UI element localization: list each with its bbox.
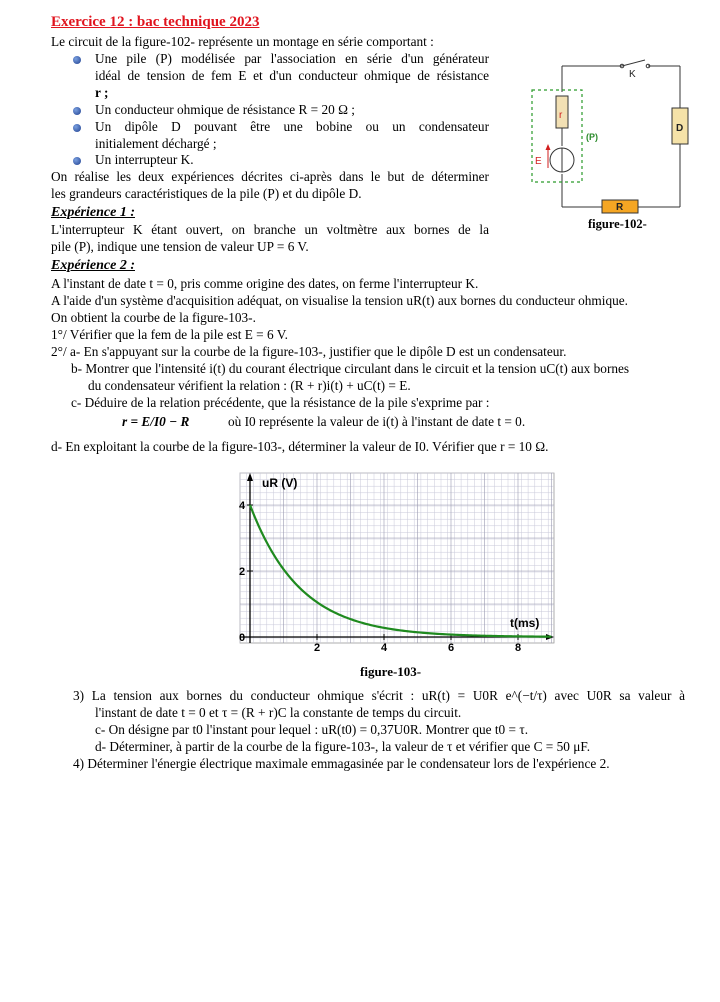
question-3d: d- Déterminer, à partir de la courbe de la figure-103-, la valeur de τ et vérifier que C = 50 μF. (95, 739, 591, 754)
intro-line (51, 34, 434, 50)
figure-103-caption: figure-103- (360, 664, 422, 679)
bullet-line: r ; (95, 85, 109, 100)
x-tick-label: 4 (381, 642, 388, 654)
bullet-icon (73, 107, 81, 115)
figure-102-caption: figure-102- (588, 217, 647, 231)
question-2c: c- Déduire de la relation précédente, que la résistance de la pile s'exprime par : (71, 395, 490, 410)
paragraph-line: On réalise les deux expériences décrites ci-après dans le but de déterminer (51, 169, 489, 184)
switch-icon (622, 60, 645, 66)
intro-text: Le circuit de la figure-102- représente un montage en série comportant : (51, 34, 434, 49)
question-2a: 2°/ a- En s'appuyant sur la courbe de la figure-103-, justifier que le dipôle D est un condensateur. (51, 344, 567, 359)
formula-r: r = E/I0 − R (122, 414, 190, 429)
bullet-line: idéal de tension de fem E et d'un conducteur ohmique de résistance (95, 68, 489, 83)
bullet-icon (73, 124, 81, 132)
circuit-diagram (526, 56, 696, 236)
question-3c: c- On désigne par t0 l'instant pour lequel : uR(t0) = 0,37U0R. Montrer que t0 = τ. (95, 722, 529, 737)
label-R: R (616, 202, 624, 213)
bullet-text-2: Un conducteur ohmique de résistance R = 20 Ω ; (95, 102, 355, 117)
label-r: r (559, 110, 563, 121)
experience-2-title: Expérience 2 : (51, 258, 135, 273)
bullet-icon (73, 56, 81, 64)
bullet-text-3 (95, 119, 489, 152)
paragraph-line: les grandeurs caractéristiques de la pile (P) et du dipôle D. (51, 186, 362, 201)
question-2c: où I0 représente la valeur de i(t) à l'instant de date t = 0. (228, 414, 526, 429)
label-K: K (629, 69, 636, 80)
label-D: D (676, 123, 684, 134)
bullet-icon (73, 157, 81, 165)
page-title: Exercice 12 : bac technique 2023 (51, 14, 260, 30)
bullet-line: Un dipôle D pouvant être une bobine ou un condensateur (95, 119, 489, 134)
x-tick-label: 8 (515, 642, 522, 654)
question-line: 3) La tension aux bornes du conducteur ohmique s'écrit : uR(t) = U0R e^(−t/τ) avec U0R sa valeur à (73, 688, 685, 703)
x-axis-label: t(ms) (510, 616, 540, 630)
uR-chart (230, 465, 570, 685)
question-3: l'instant de date t = 0 et τ = (R + r)C la constante de temps du circuit. (95, 705, 462, 720)
bullet-text-1 (95, 51, 489, 101)
experience-1-title: Expérience 1 : (51, 205, 135, 220)
question-3 (73, 688, 685, 704)
y-tick-label: 0 (239, 632, 246, 644)
label-E: E (535, 156, 542, 167)
intro-paragraph (51, 169, 489, 202)
y-tick-label: 2 (239, 566, 246, 578)
bullet-text-4: Un interrupteur K. (95, 152, 194, 167)
experience-1-text (51, 222, 489, 255)
question-4: 4) Déterminer l'énergie électrique maximale emmagasinée par le condensateur lors de l'expérience 2. (73, 756, 610, 771)
bullet-line: Une pile (P) modélisée par l'association en série d'un générateur (95, 51, 489, 66)
label-P: (P) (586, 132, 598, 142)
experience-2-line: A l'aide d'un système d'acquisition adéquat, on visualise la tension uR(t) aux bornes du conducteur ohmique. (51, 293, 628, 308)
paragraph-line: L'interrupteur K étant ouvert, on branche un voltmètre aux bornes de la (51, 222, 489, 237)
bullet-line: initialement déchargé ; (95, 136, 217, 151)
paragraph-line: pile (P), indique une tension de valeur UP = 6 V. (51, 239, 309, 254)
x-tick-label: 6 (448, 642, 455, 654)
question-2d: d- En exploitant la courbe de la figure-103-, déterminer la valeur de I0. Vérifier que r = 10 Ω. (51, 439, 549, 454)
y-axis-label: uR (V) (262, 476, 298, 490)
arrow-E-head (546, 144, 551, 150)
y-tick-label: 4 (239, 500, 246, 512)
question-2b: b- Montrer que l'intensité i(t) du courant électrique circulant dans le circuit et la tension uC(t) aux bornes (71, 361, 630, 376)
question-1: 1°/ Vérifier que la fem de la pile est E = 6 V. (51, 327, 288, 342)
experience-2-line: A l'instant de date t = 0, pris comme origine des dates, on ferme l'interrupteur K. (51, 276, 479, 291)
x-tick-label: 2 (314, 642, 321, 654)
question-2b: du condensateur vérifient la relation : (R + r)i(t) + uC(t) = E. (88, 378, 411, 393)
experience-2-line: On obtient la courbe de la figure-103-. (51, 310, 256, 325)
